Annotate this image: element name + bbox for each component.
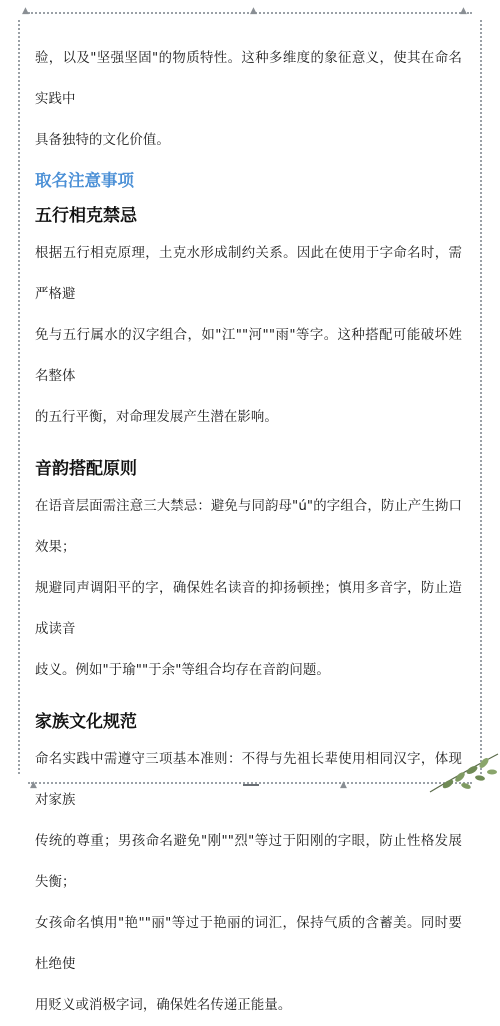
wuxing-line: 的五行平衡，对命理发展产生潜在影响。 [35,410,278,425]
wuxing-heading: 五行相克禁忌 [35,206,137,226]
yinyun-paragraph [35,486,462,691]
jiazu-line: 传统的尊重；男孩命名避免"刚""烈"等过于阳刚的字眼，防止性格发展失衡； [35,834,462,890]
top-left-triangle-mark-icon: ▲ [22,6,29,16]
intro-paragraph [35,38,462,161]
yinyun-heading: 音韵搭配原则 [35,459,137,479]
leaf-branch-icon [420,734,500,794]
intro-line: 验，以及"坚强坚固"的物质特性。这种多维度的象征意义，使其在命名实践中 [35,51,462,107]
bottom-left-triangle-mark-icon: ▲ [30,780,37,790]
article-body [35,38,462,1026]
wuxing-line: 免与五行属水的汉字组合，如"江""河""雨"等字。这种搭配可能破坏姓名整体 [35,328,462,384]
yinyun-line: 歧义。例如"于瑜""于余"等组合均存在音韵问题。 [35,663,330,678]
jiazu-line: 用贬义或消极字词，确保姓名传递正能量。 [35,998,292,1013]
jiazu-paragraph [35,739,462,1026]
jiazu-heading: 家族文化规范 [35,712,137,732]
bottom-triangle-mark-icon: ▲ [340,780,347,790]
left-dotted-border [18,20,20,774]
section-heading: 取名注意事项 [35,171,134,190]
jiazu-line: 命名实践中需遵守三项基本准则：不得与先祖长辈使用相同汉字，体现对家族 [35,752,462,808]
jiazu-line: 女孩命名慎用"艳""丽"等过于艳丽的词汇，保持气质的含蓄美。同时要杜绝使 [35,916,462,972]
top-triangle-mark-icon: ▲ [250,6,257,16]
wuxing-line: 根据五行相克原理，土克水形成制约关系。因此在使用于字命名时，需严格避 [35,246,462,302]
top-right-triangle-mark-icon: ▲ [460,6,467,16]
yinyun-line: 规避同声调阳平的字，确保姓名读音的抑扬顿挫；慎用多音字，防止造成读音 [35,581,462,637]
wuxing-paragraph [35,233,462,438]
yinyun-line: 在语音层面需注意三大禁忌：避免与同韵母"ú"的字组合，防止产生拗口效果； [35,499,462,555]
intro-line: 具备独特的文化价值。 [35,133,170,148]
right-dotted-border [480,20,482,774]
